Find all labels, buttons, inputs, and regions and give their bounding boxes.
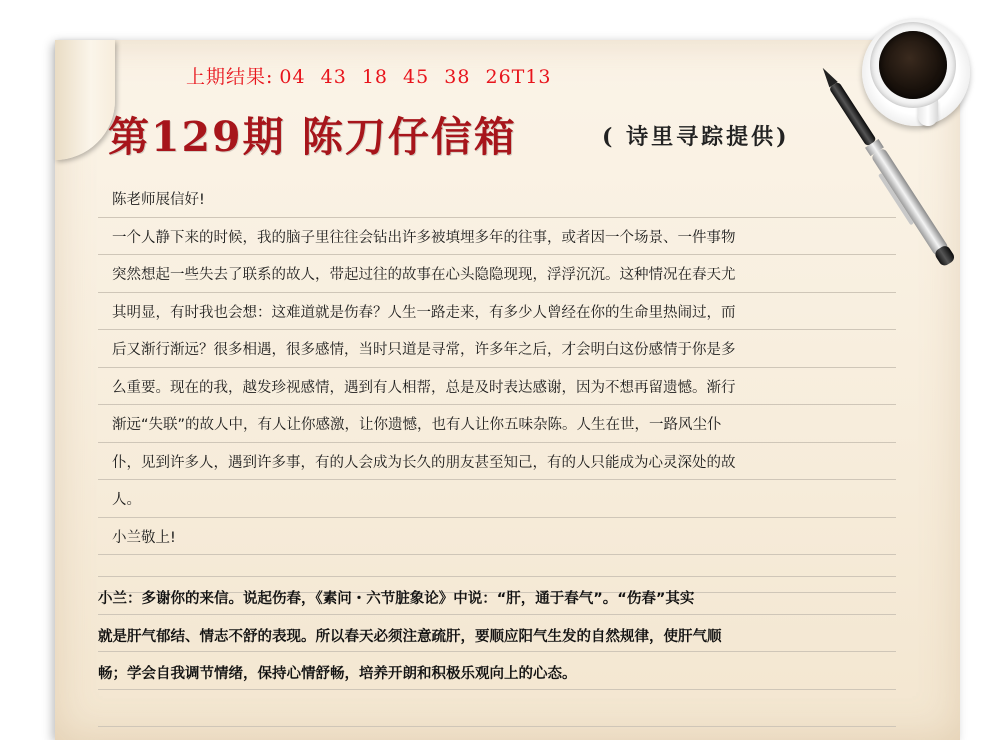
letter-line: 渐远“失联”的故人中，有人让你感激，让你遗憾，也有人让你五味杂陈。人生在世，一路风尘仆 xyxy=(98,405,896,443)
provider-credit: ( 诗里寻踪提供) xyxy=(602,124,790,150)
result-numbers: 04 43 18 45 38 26T13 xyxy=(279,66,552,88)
reply-line: 就是肝气郁结、情志不舒的表现。所以春天必须注意疏肝，要顺应阳气生发的自然规律，使肝气顺 xyxy=(98,615,896,653)
reply-line: 小兰：多谢你的来信。说起伤春，《素问・六节脏象论》中说：“肝，通于春气”。“伤春”其实 xyxy=(98,577,896,615)
reply-body xyxy=(98,576,896,727)
letter-line: 么重要。现在的我，越发珍视感情，遇到有人相帮，总是及时表达感谢，因为不想再留遗憾。渐行 xyxy=(98,368,896,406)
letter-line: 其明显，有时我也会想：这难道就是伤春？人生一路走来，有多少人曾经在你的生命里热闹过，而 xyxy=(98,293,896,331)
letter-line: 人。 xyxy=(98,480,896,518)
previous-result xyxy=(186,62,552,89)
letter-line: 陈老师展信好! xyxy=(98,180,896,218)
reply-line: 畅；学会自我调节情绪，保持心情舒畅，培养开朗和积极乐观向上的心态。 xyxy=(98,652,896,690)
fountain-pen-icon xyxy=(800,55,990,285)
reply-line xyxy=(98,690,896,728)
result-label: 上期结果: xyxy=(186,66,274,88)
letter-body xyxy=(98,180,896,593)
page-title: 第129期 陈刀仔信箱 xyxy=(108,113,517,161)
letter-signature: 小兰敬上! xyxy=(98,518,896,556)
letter-line: 后又渐行渐远？很多相遇，很多感情，当时只道是寻常，许多年之后，才会明白这份感情于你是多 xyxy=(98,330,896,368)
pen-grip xyxy=(829,81,877,146)
letter-line: 一个人静下来的时候，我的脑子里往往会钻出许多被填埋多年的往事，或者因一个场景、一件事物 xyxy=(98,218,896,256)
letter-line: 仆，见到许多人，遇到许多事，有的人会成为长久的朋友甚至知己，有的人只能成为心灵深处的故 xyxy=(98,443,896,481)
letter-line: 突然想起一些失去了联系的故人，带起过往的故事在心头隐隐现现，浮浮沉沉。这种情况在春天尤 xyxy=(98,255,896,293)
pen-barrel xyxy=(870,147,949,256)
